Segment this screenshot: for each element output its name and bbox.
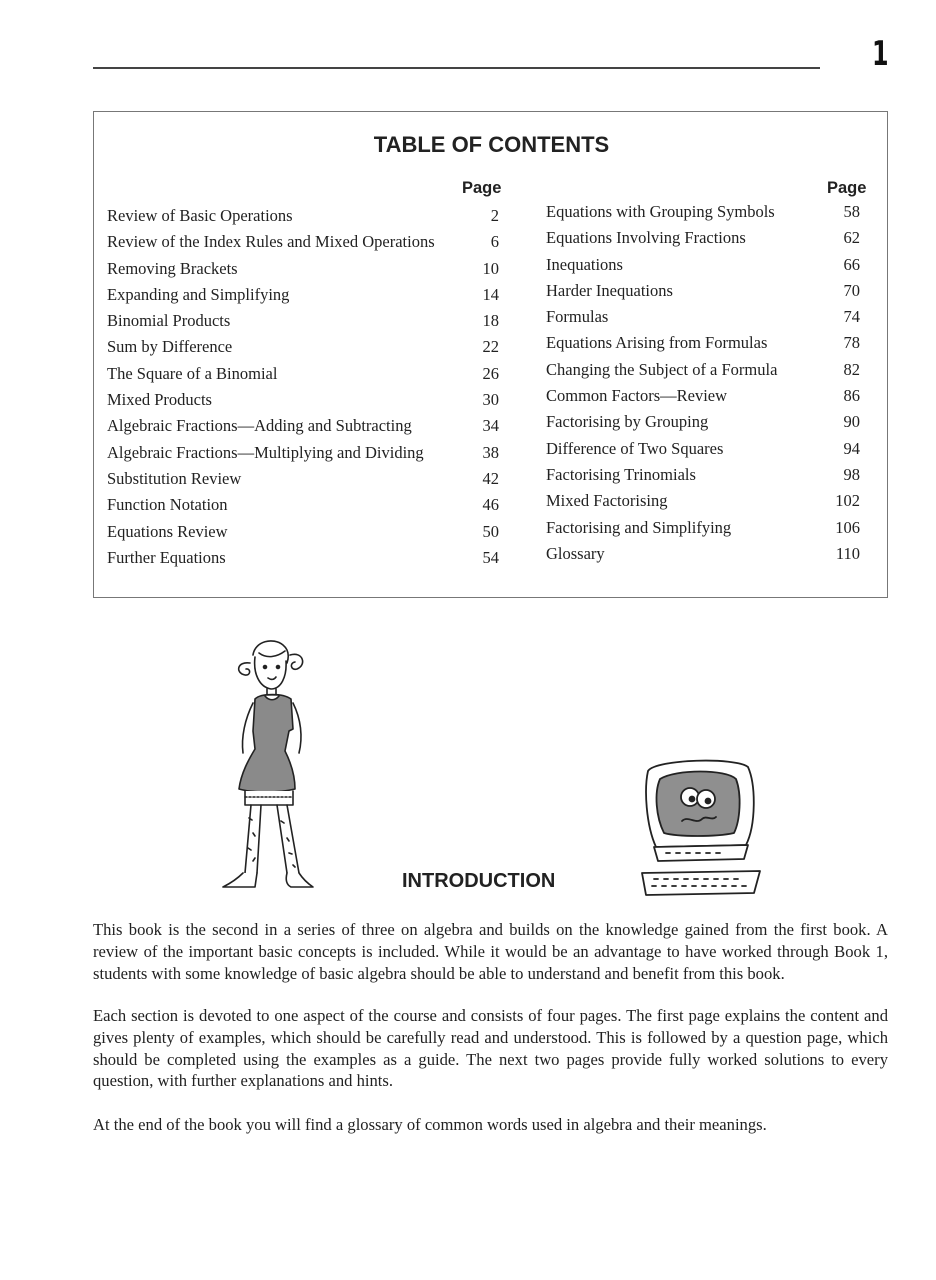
toc-entry [546, 304, 860, 330]
intro-paragraph: Each section is devoted to one aspect of the course and consists of four pages. The first page explains the content and gives plenty of examples, which should be carefully read and understood. This is followed by a question page, which should be completed using the examples as a guide. The next two pages provide fully worked solutions to every question, with further explanations and hints. [93, 1006, 888, 1091]
toc-entry-title: Equations Involving Fractions [546, 228, 746, 248]
toc-entry-title: The Square of a Binomial [107, 363, 278, 383]
toc-entry-title: Equations Review [107, 521, 228, 541]
toc-entry-title: Mixed Factorising [546, 491, 668, 511]
toc-entry-page: 90 [843, 412, 860, 432]
toc-entry-title: Mixed Products [107, 390, 212, 410]
toc-entry-title: Removing Brackets [107, 258, 238, 278]
toc-entry [107, 282, 499, 308]
toc-entry-title: Algebraic Fractions—Adding and Subtracting [107, 416, 412, 436]
toc-entry-page: 94 [843, 438, 860, 458]
toc-left-column [107, 203, 499, 571]
toc-entry-title: Sum by Difference [107, 337, 233, 357]
toc-entry [546, 541, 860, 567]
toc-entry-title: Glossary [546, 543, 605, 563]
toc-entry [546, 409, 860, 435]
toc-entry-page: 2 [490, 206, 499, 225]
toc-left-page-heading: Page [462, 179, 502, 197]
toc-entry-page: 10 [482, 258, 499, 278]
toc-entry-title: Expanding and Simplifying [107, 284, 290, 304]
toc-entry-title: Function Notation [107, 495, 228, 515]
toc-entry [546, 252, 860, 278]
toc-entry-page: 14 [482, 284, 499, 304]
toc-entry-page: 110 [835, 543, 860, 563]
toc-entry-page: 70 [843, 280, 860, 300]
header-rule [93, 67, 820, 69]
toc-entry [107, 545, 499, 571]
toc-entry-page: 102 [835, 491, 860, 511]
toc-entry-page: 82 [843, 359, 860, 379]
toc-entry-title: Binomial Products [107, 311, 231, 331]
toc-entry-page: 42 [482, 468, 499, 488]
toc-entry-title: Formulas [546, 307, 609, 327]
toc-entry [107, 440, 499, 466]
toc-entry [546, 330, 860, 356]
toc-entry [107, 387, 499, 413]
toc-entry-title: Factorising and Simplifying [546, 517, 732, 537]
toc-entry [107, 334, 499, 360]
toc-entry [546, 199, 860, 225]
toc-entry-title: Review of Basic Operations [107, 206, 293, 225]
toc-entry [546, 488, 860, 514]
intro-paragraph: This book is the second in a series of three on algebra and builds on the knowledge gained from the first book. A review of the important basic concepts is included. While it would be an advantage to have worked through Book 1, students with some knowledge of basic algebra should be able to understand and benefit from this book. [93, 920, 888, 983]
toc-entry-page: 62 [843, 228, 860, 248]
page-number: 1 [872, 34, 889, 74]
toc-entry [107, 256, 499, 282]
toc-entry-page: 54 [482, 547, 499, 567]
computer-cartoon-illustration [636, 755, 766, 897]
toc-entry [107, 519, 499, 545]
toc-entry-page: 86 [843, 386, 860, 406]
table-of-contents [93, 111, 888, 598]
toc-entry-page: 22 [482, 337, 499, 357]
toc-entry [107, 229, 499, 255]
toc-entry-page: 106 [835, 517, 860, 537]
toc-entry-page: 50 [482, 521, 499, 541]
toc-right-column [546, 199, 860, 567]
toc-entry-page: 46 [482, 495, 499, 515]
toc-entry [107, 413, 499, 439]
toc-entry-title: Changing the Subject of a Formula [546, 359, 778, 379]
toc-entry-title: Difference of Two Squares [546, 438, 724, 458]
toc-entry-title: Equations with Grouping Symbols [546, 202, 775, 221]
toc-entry [107, 308, 499, 334]
toc-entry-title: Factorising Trinomials [546, 464, 696, 484]
toc-entry-title: Review of the Index Rules and Mixed Operations [107, 232, 435, 252]
toc-entry-page: 26 [482, 363, 499, 383]
toc-entry [107, 466, 499, 492]
toc-entry-page: 34 [482, 416, 499, 436]
toc-entry-page: 74 [843, 307, 860, 327]
toc-entry-title: Further Equations [107, 547, 226, 567]
toc-entry-title: Inequations [546, 254, 623, 274]
introduction-heading: INTRODUCTION [402, 870, 556, 892]
intro-paragraph: At the end of the book you will find a glossary of common words used in algebra and their meanings. [93, 1115, 767, 1134]
toc-entry [546, 383, 860, 409]
toc-entry-title: Harder Inequations [546, 280, 673, 300]
toc-entry-title: Factorising by Grouping [546, 412, 709, 432]
toc-entry [546, 278, 860, 304]
toc-entry-page: 6 [490, 232, 499, 252]
toc-entry-page: 30 [482, 390, 499, 410]
toc-entry [546, 225, 860, 251]
toc-entry-page: 18 [482, 311, 499, 331]
toc-entry-title: Algebraic Fractions—Multiplying and Dividing [107, 442, 424, 462]
toc-entry-title: Substitution Review [107, 468, 242, 488]
toc-entry [107, 203, 499, 229]
toc-entry [546, 436, 860, 462]
toc-entry-page: 58 [843, 202, 860, 221]
toc-entry [107, 361, 499, 387]
toc-entry [546, 357, 860, 383]
toc-entry [546, 462, 860, 488]
toc-entry-page: 98 [843, 464, 860, 484]
toc-title: TABLE OF CONTENTS [373, 132, 610, 157]
girl-cartoon-illustration [215, 633, 325, 893]
toc-entry-title: Common Factors—Review [546, 386, 728, 406]
toc-entry-title: Equations Arising from Formulas [546, 333, 768, 353]
toc-entry-page: 66 [843, 254, 860, 274]
toc-right-page-heading: Page [827, 179, 867, 197]
toc-entry-page: 78 [843, 333, 860, 353]
toc-entry-page: 38 [482, 442, 499, 462]
toc-entry [107, 492, 499, 518]
toc-entry [546, 515, 860, 541]
